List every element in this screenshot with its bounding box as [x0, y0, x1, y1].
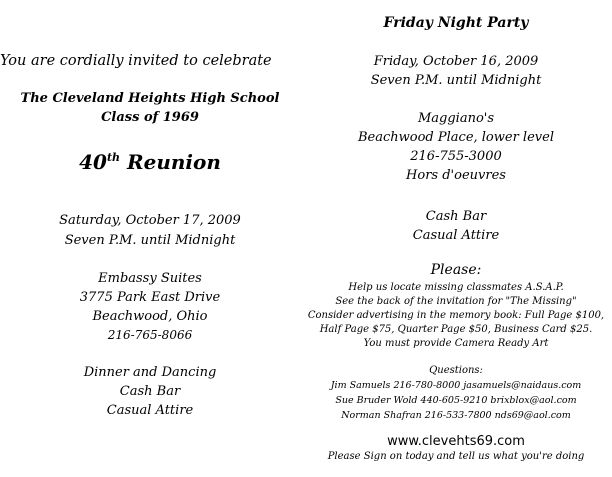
please-line: Consider advertising in the memory book: Full Page $100,	[307, 310, 605, 321]
reunion-venue: Embassy Suites	[98, 271, 202, 286]
reunion-city: Beachwood, Ohio	[92, 309, 208, 324]
reunion-time: Seven P.M. until Midnight	[64, 233, 236, 248]
reunion-address: 3775 Park East Drive	[79, 290, 221, 305]
contact-line: Jim Samuels 216-780-8000 jasamuels@naidaus.com	[330, 380, 582, 391]
party-time: Seven P.M. until Midnight	[370, 73, 542, 88]
party-date: Friday, October 16, 2009	[373, 54, 539, 69]
party-food: Hors d'oeuvres	[406, 168, 506, 183]
party-bar: Cash Bar	[425, 209, 487, 224]
reunion-number: 40	[79, 150, 107, 174]
contact-line: Sue Bruder Wold 440-605-9210 brixblox@aol.com	[335, 395, 577, 406]
party-title: Friday Night Party	[383, 15, 529, 31]
questions-heading: Questions:	[429, 365, 483, 376]
reunion-bar: Cash Bar	[119, 384, 181, 399]
please-line: Help us locate missing classmates A.S.A.P.	[348, 282, 564, 293]
signon-text: Please Sign on today and tell us what you're doing	[327, 451, 585, 462]
website-link[interactable]: www.clevehts69.com	[387, 434, 525, 449]
please-line: See the back of the invitation for "The Missing"	[335, 296, 577, 307]
please-line: Half Page $75, Quarter Page $50, Business Card $25.	[319, 324, 593, 335]
reunion-attire: Casual Attire	[106, 403, 194, 418]
reunion-phone: 216-765-8066	[107, 328, 193, 342]
reunion-activities: Dinner and Dancing	[83, 365, 217, 380]
please-line: You must provide Camera Ready Art	[363, 338, 549, 349]
please-heading: Please:	[430, 262, 482, 278]
invitation-intro: You are cordially invited to celebrate	[0, 53, 272, 69]
party-attire: Casual Attire	[412, 228, 500, 243]
reunion-title	[0, 152, 300, 172]
school-name: The Cleveland Heights High School	[20, 91, 280, 106]
reunion-word: Reunion	[127, 150, 221, 174]
party-venue: Maggiano's	[417, 111, 495, 126]
party-phone: 216-755-3000	[410, 149, 502, 164]
contact-line: Norman Shafran 216-533-7800 nds69@aol.com	[341, 410, 571, 421]
party-location: Beachwood Place, lower level	[358, 130, 554, 145]
reunion-date: Saturday, October 17, 2009	[59, 213, 241, 228]
reunion-suffix: th	[106, 151, 121, 164]
class-year: Class of 1969	[101, 110, 199, 125]
